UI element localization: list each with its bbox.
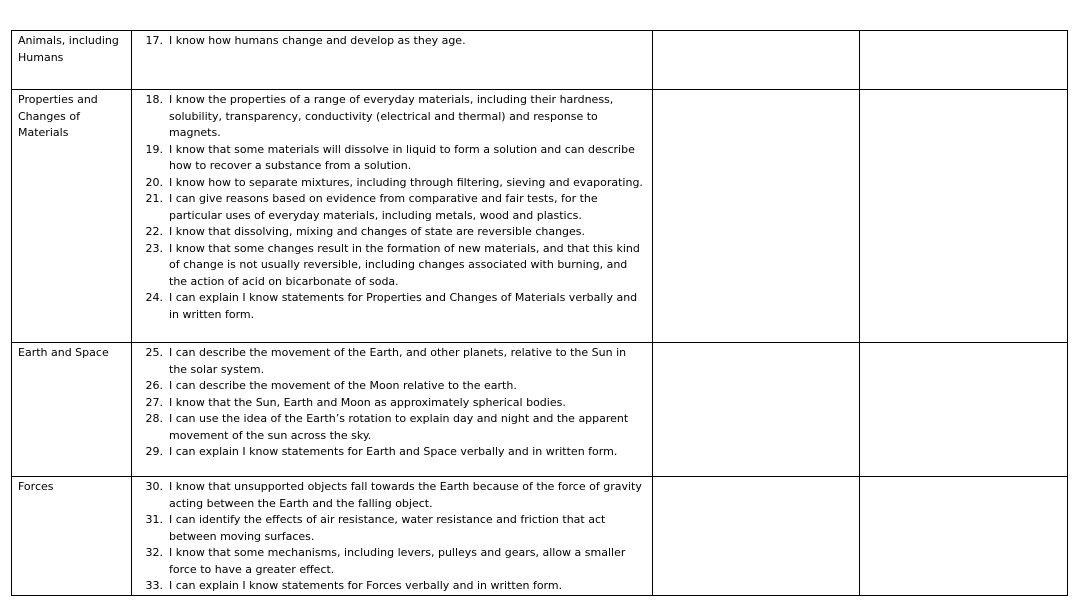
science-statements-table — [11, 30, 1068, 596]
statement-text: I can describe the movement of the Moon relative to the earth. — [169, 379, 517, 392]
blank-cell-2[interactable] — [860, 90, 1068, 343]
statement-item — [138, 224, 646, 241]
blank-cell-1[interactable] — [653, 477, 860, 596]
statement-text: I know how to separate mixtures, including through filtering, sieving and evaporating. — [169, 175, 643, 189]
statement-number: 30. — [145, 480, 163, 493]
blank-cell-1[interactable] — [653, 343, 860, 477]
statement-text: I can explain I know statements for Earth and Space verbally and in written form. — [169, 445, 618, 458]
table-row-animals — [12, 31, 1068, 90]
topic-label: Forces — [18, 480, 54, 493]
statement-item — [138, 479, 646, 512]
statements-cell — [132, 343, 653, 477]
statement-text: I can explain I know statements for Forces verbally and in written form. — [169, 579, 563, 592]
blank-cell-2[interactable] — [860, 31, 1068, 90]
topic-label: Properties and Changes of Materials — [18, 93, 98, 139]
statement-number: 22. — [145, 225, 163, 238]
statement-text: I can explain I know statements for Properties and Changes of Materials verbally and in written form. — [169, 291, 638, 321]
statement-number: 26. — [145, 379, 163, 392]
topic-cell — [12, 343, 132, 477]
statement-number: 33. — [145, 579, 163, 592]
statement-item — [138, 92, 646, 142]
statement-number: 21. — [145, 192, 163, 205]
statement-item — [138, 191, 646, 224]
statement-text: I know that some materials will dissolve in liquid to form a solution and can describe how to recover a substance from a solution. — [169, 142, 635, 172]
table-row-forces — [12, 477, 1068, 596]
topic-label: Animals, including Humans — [18, 34, 119, 64]
statement-number: 31. — [145, 513, 163, 526]
statement-number: 23. — [145, 241, 163, 255]
statement-item — [138, 444, 646, 461]
statement-text: I know that dissolving, mixing and changes of state are reversible changes. — [169, 225, 586, 238]
statement-text: I know that some changes result in the formation of new materials, and that this kind of change is not usually reversible, including changes associated with burning, and the action of acid on bicarbonate of soda. — [169, 241, 640, 288]
statement-number: 20. — [145, 175, 163, 189]
statement-number: 32. — [145, 546, 163, 559]
statement-item — [138, 241, 646, 291]
statement-item — [138, 33, 646, 50]
topic-label: Earth and Space — [18, 346, 109, 359]
statements-cell — [132, 477, 653, 596]
blank-cell-2[interactable] — [860, 343, 1068, 477]
statement-number: 28. — [145, 412, 163, 425]
topic-cell — [12, 31, 132, 90]
statement-item — [138, 545, 646, 578]
statements-cell — [132, 31, 653, 90]
statement-list — [132, 31, 652, 50]
statement-text: I know that unsupported objects fall towards the Earth because of the force of gravity acting between the Earth and the falling object. — [169, 480, 642, 510]
statement-item — [138, 378, 646, 395]
statement-number: 19. — [145, 142, 163, 156]
topic-cell — [12, 90, 132, 343]
statement-item — [138, 395, 646, 412]
statement-number: 27. — [145, 395, 163, 409]
statement-text: I know that some mechanisms, including levers, pulleys and gears, allow a smaller force to have a greater effect. — [169, 546, 626, 576]
statement-text: I can give reasons based on evidence from comparative and fair tests, for the particular uses of everyday materials, including metals, wood and plastics. — [169, 192, 598, 222]
statement-item — [138, 578, 646, 595]
table-row-materials — [12, 90, 1068, 343]
statement-list — [132, 343, 652, 461]
statement-text: I know how humans change and develop as they age. — [169, 34, 466, 47]
blank-cell-1[interactable] — [653, 31, 860, 90]
statement-list — [132, 90, 652, 323]
statement-text: I can identify the effects of air resistance, water resistance and friction that act between moving surfaces. — [169, 513, 606, 543]
statement-item — [138, 290, 646, 323]
statement-item — [138, 142, 646, 175]
statement-number: 18. — [145, 93, 163, 106]
statement-item — [138, 175, 646, 192]
statements-cell — [132, 90, 653, 343]
statement-number: 24. — [145, 291, 163, 304]
statement-number: 25. — [145, 346, 163, 359]
blank-cell-1[interactable] — [653, 90, 860, 343]
statement-number: 17. — [145, 34, 163, 47]
statement-text: I know the properties of a range of everyday materials, including their hardness, solubility, transparency, conductivity (electrical and thermal) and response to magnets. — [169, 93, 614, 139]
statement-number: 29. — [145, 445, 163, 458]
statement-text: I can use the idea of the Earth’s rotation to explain day and night and the apparent movement of the sun across the sky. — [169, 412, 629, 442]
statement-item — [138, 512, 646, 545]
table-row-earth-space — [12, 343, 1068, 477]
statement-list — [132, 477, 652, 595]
statement-text: I know that the Sun, Earth and Moon as approximately spherical bodies. — [169, 395, 566, 409]
topic-cell — [12, 477, 132, 596]
statement-item — [138, 411, 646, 444]
statement-item — [138, 345, 646, 378]
blank-cell-2[interactable] — [860, 477, 1068, 596]
statement-text: I can describe the movement of the Earth, and other planets, relative to the Sun in the solar system. — [169, 346, 627, 376]
